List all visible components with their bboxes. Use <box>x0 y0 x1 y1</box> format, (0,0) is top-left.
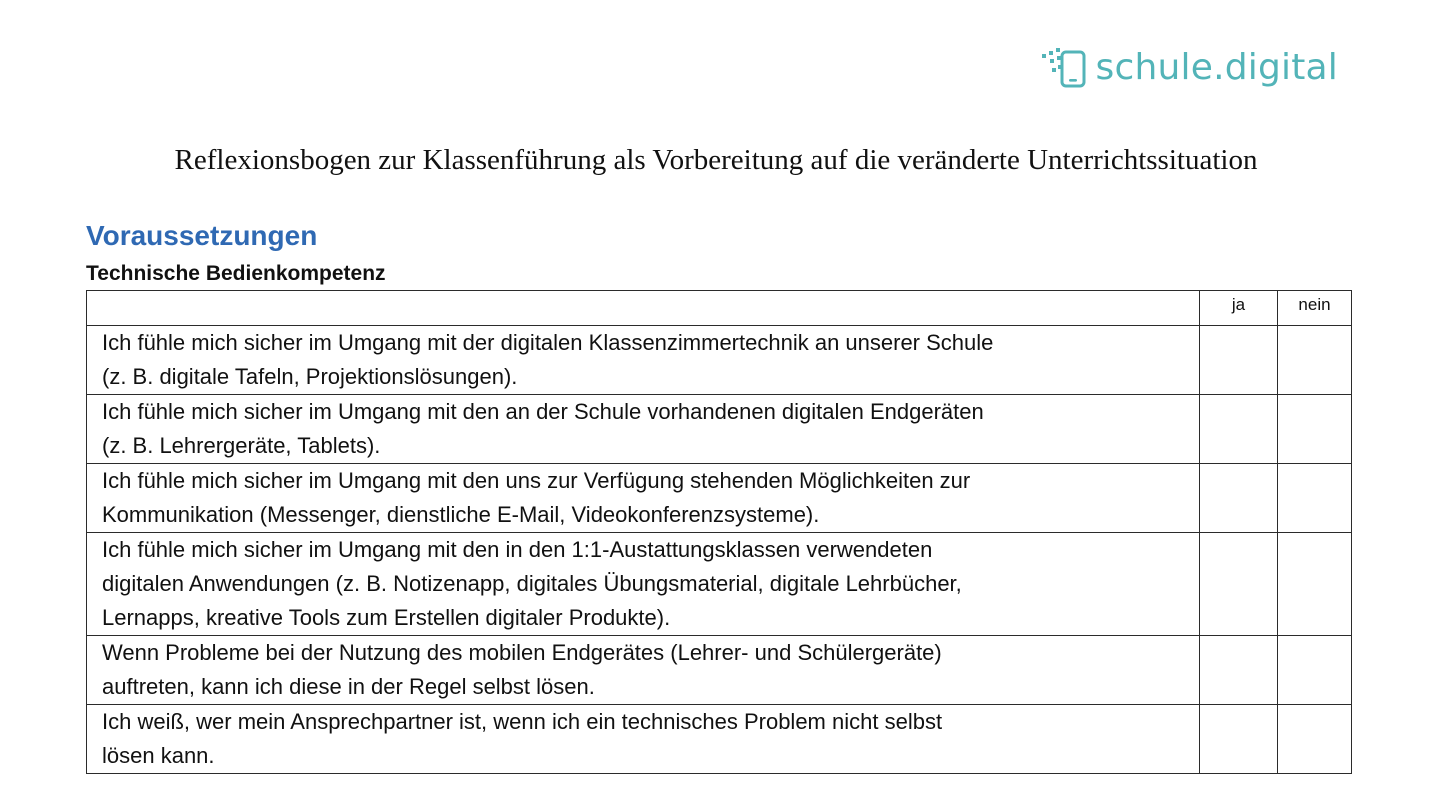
table-row <box>87 464 1352 533</box>
reflection-checklist-table <box>86 290 1352 774</box>
nein-checkbox-cell[interactable] <box>1278 533 1352 636</box>
nein-checkbox-cell[interactable] <box>1278 705 1352 774</box>
ja-checkbox-cell[interactable] <box>1200 326 1278 395</box>
statement-line: Wenn Probleme bei der Nutzung des mobilen Endgerätes (Lehrer- und Schülergeräte) <box>102 640 942 665</box>
statement-line: Ich fühle mich sicher im Umgang mit den in den 1:1-Austattungsklassen verwendeten <box>102 537 933 562</box>
section-heading: Voraussetzungen <box>86 220 318 251</box>
ja-checkbox-cell[interactable] <box>1200 636 1278 705</box>
table-row <box>87 533 1352 636</box>
ja-checkbox-cell[interactable] <box>1200 464 1278 533</box>
table-row <box>87 636 1352 705</box>
table-row <box>87 705 1352 774</box>
statement-cell <box>87 395 1200 464</box>
ja-checkbox-cell[interactable] <box>1200 533 1278 636</box>
table-row <box>87 395 1352 464</box>
nein-checkbox-cell[interactable] <box>1278 464 1352 533</box>
nein-column-header: nein <box>1278 291 1352 326</box>
document-title: Reflexionsbogen zur Klassenführung als Vorbereitung auf die veränderte Unterrichtssituation <box>174 144 1258 176</box>
statement-line: (z. B. digitale Tafeln, Projektionslösungen). <box>102 364 518 389</box>
statement-cell <box>87 533 1200 636</box>
statement-line: Ich fühle mich sicher im Umgang mit der digitalen Klassenzimmertechnik an unserer Schule <box>102 330 994 355</box>
statement-line: auftreten, kann ich diese in der Regel selbst lösen. <box>102 674 595 699</box>
statement-column-header <box>87 291 1200 326</box>
nein-checkbox-cell[interactable] <box>1278 636 1352 705</box>
statement-line: Ich fühle mich sicher im Umgang mit den an der Schule vorhandenen digitalen Endgeräten <box>102 399 984 424</box>
statement-line: Lernapps, kreative Tools zum Erstellen digitaler Produkte). <box>102 605 671 630</box>
subsection-heading: Technische Bedienkompetenz <box>86 262 386 285</box>
logo-text: schule.digital <box>1095 47 1338 88</box>
statement-line: Ich weiß, wer mein Ansprechpartner ist, wenn ich ein technisches Problem nicht selbst <box>102 709 943 734</box>
table-row <box>87 326 1352 395</box>
nein-checkbox-cell[interactable] <box>1278 395 1352 464</box>
statement-cell <box>87 705 1200 774</box>
tablet-dots-icon <box>1042 46 1088 90</box>
schule-digital-logo <box>1042 46 1338 90</box>
statement-line: lösen kann. <box>102 743 215 768</box>
statement-line: digitalen Anwendungen (z. B. Notizenapp, digitales Übungsmaterial, digitale Lehrbücher, <box>102 571 962 596</box>
table-header-row <box>87 291 1352 326</box>
statement-cell <box>87 326 1200 395</box>
statement-cell <box>87 464 1200 533</box>
ja-checkbox-cell[interactable] <box>1200 705 1278 774</box>
statement-line: Kommunikation (Messenger, dienstliche E-Mail, Videokonferenzsysteme). <box>102 502 820 527</box>
ja-checkbox-cell[interactable] <box>1200 395 1278 464</box>
ja-column-header: ja <box>1200 291 1278 326</box>
statement-cell <box>87 636 1200 705</box>
statement-line: Ich fühle mich sicher im Umgang mit den uns zur Verfügung stehenden Möglichkeiten zur <box>102 468 971 493</box>
nein-checkbox-cell[interactable] <box>1278 326 1352 395</box>
statement-line: (z. B. Lehrergeräte, Tablets). <box>102 433 381 458</box>
